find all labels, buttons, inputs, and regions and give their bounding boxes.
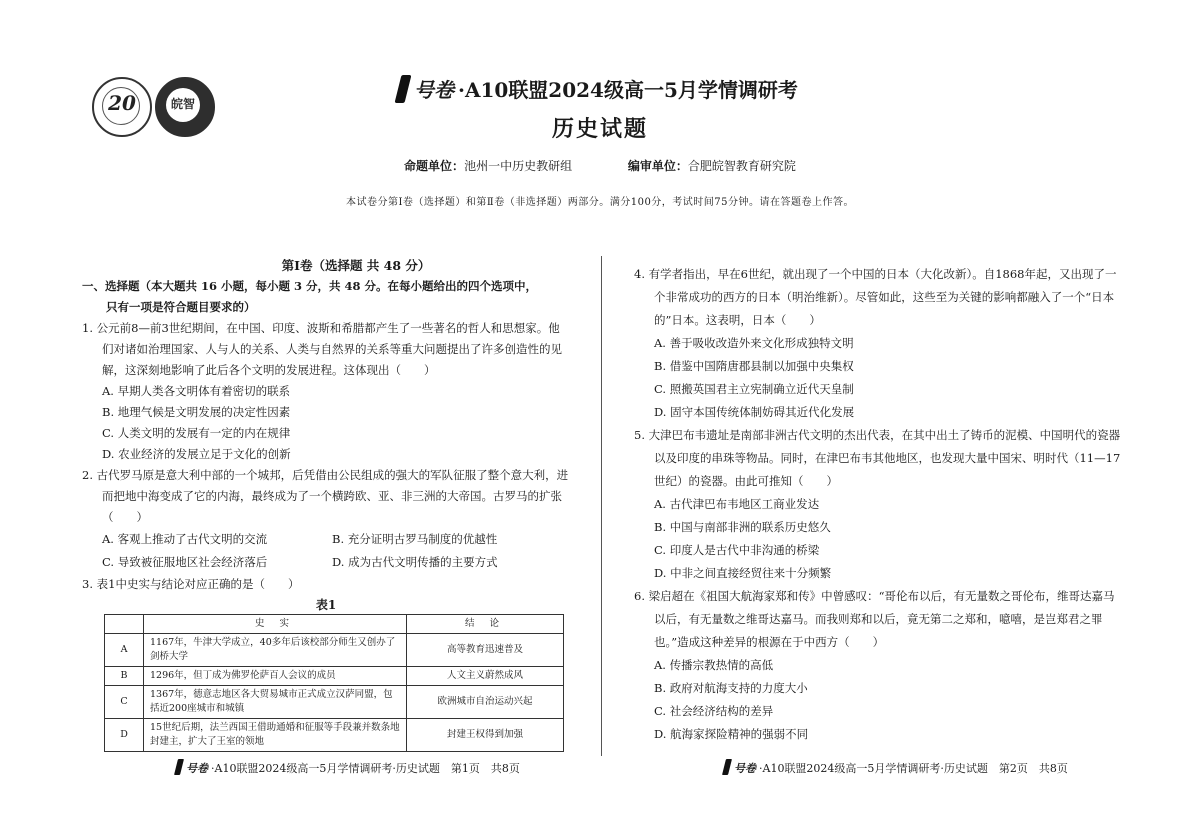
footer-brush-text: 号卷 [734,762,756,775]
table-row [105,667,564,686]
option-c: C. 导致被征服地区社会经济落后 [102,555,268,569]
option-a: A. 早期人类各文明体有着密切的联系 [102,384,291,398]
page-footer-right [724,759,1068,776]
section-instructions [82,276,570,318]
brush-stroke-icon [722,759,732,775]
option-a: A. 传播宗教热情的高低 [654,658,774,672]
brush-stroke-icon [174,759,184,775]
facts-conclusions-table [104,614,564,752]
unit1-value: 池州一中历史教研组 [464,159,573,173]
unit2-value: 合肥皖智教育研究院 [687,159,796,173]
row-key: B [105,667,144,686]
question-stem: 3. 表1中史实与结论对应正确的是（ ） [82,577,300,591]
option-b: B. 借鉴中国隋唐郡县制以加强中央集权 [654,359,854,373]
row-fact: 15世纪后期，法兰西国王借助通婚和征服等手段兼并数条地封建主，扩大了王室的领地 [144,719,407,752]
row-key: C [105,686,144,719]
table-header-row [105,615,564,634]
option-b: B. 中国与南部非洲的联系历史悠久 [654,520,831,534]
table-row [105,686,564,719]
question-1 [82,318,570,465]
footer-brush-text: 号卷 [186,762,208,775]
option-d: D. 中非之间直接经贸往来十分频繁 [654,566,832,580]
option-b: B. 政府对航海支持的力度大小 [654,681,808,695]
unit-line [0,157,1200,174]
question-stem: 4. 有学者指出，早在6世纪，就出现了一个中国的日本（大化改新）。自1868年起，又出现了一个非常成功的西方的日本（明治维新）。尽管如此，这些至为关键的影响都融入了一个“日本的”日本。这表明，日本（ ） [634,267,1117,327]
row-fact: 1296年，但丁成为佛罗伦萨百人会议的成员 [144,667,407,686]
row-conclusion: 高等教育迅速普及 [407,634,564,667]
question-stem: 5. 大津巴布韦遗址是南部非洲古代文明的杰出代表，在其中出土了铸币的泥模、中国明代的瓷器以及印度的串珠等物品。同时，在津巴布韦其他地区，也发现大量中国宋、明时代（11—17世纪）的瓷器。由此可推知（ ） [634,428,1121,488]
row-key: A [105,634,144,667]
row-key: D [105,719,144,752]
option-b: B. 地理气候是文明发展的决定性因素 [102,405,291,419]
question-4 [634,263,1122,424]
section-title: 第Ⅰ卷（选择题 共 48 分） [281,258,431,273]
option-c: C. 照搬英国君主立宪制确立近代天皇制 [654,382,854,396]
section-instructions-line1: 一、选择题（本大题共 16 小题，每小题 3 分，共 48 分。在每小题给出的四个选项中， [82,279,538,293]
section-instructions-line2: 只有一项是符合题目要求的） [106,300,256,314]
option-d: D. 农业经济的发展立足于文化的创新 [102,447,291,461]
option-c: C. 印度人是古代中非沟通的桥梁 [654,543,820,557]
logo-mark: 皖智 [170,97,195,111]
brush-stroke-icon [395,75,412,103]
brand-brush-text: 号卷 [414,78,454,102]
option-d: D. 航海家探险精神的强弱不同 [654,727,809,741]
question-2 [82,465,570,574]
question-3 [82,574,570,752]
table-header-conclusion: 结 论 [407,615,564,634]
option-a: A. 古代津巴布韦地区工商业发达 [654,497,820,511]
exam-title [398,74,798,103]
row-fact: 1367年，德意志地区各大贸易城市正式成立汉萨同盟，包括近200座城市和城镇 [144,686,407,719]
right-column [634,263,1122,746]
option-d: D. 成为古代文明传播的主要方式 [332,555,498,569]
row-conclusion: 人文主义蔚然成风 [407,667,564,686]
option-a: A. 善于吸收改造外来文化形成独特文明 [654,336,854,350]
row-conclusion: 欧洲城市自治运动兴起 [407,686,564,719]
option-c: C. 人类文明的发展有一定的内在规律 [102,426,291,440]
left-column [82,256,570,752]
table-header-key [105,615,144,634]
option-c: C. 社会经济结构的差异 [654,704,774,718]
exam-instructions: 本试卷分第Ⅰ卷（选择题）和第Ⅱ卷（非选择题）两部分。满分100分，考试时间75分钟。请在答题卷上作答。 [345,197,855,208]
question-stem: 2. 古代罗马原是意大利中部的一个城邦，后凭借由公民组成的强大的军队征服了整个意大利，进而把地中海变成了它的内海，最终成为了一个横跨欧、亚、非三洲的大帝国。古罗马的扩张（ ） [82,468,569,524]
table-caption: 表1 [315,598,337,612]
row-fact: 1167年，牛津大学成立，40多年后该校部分师生又创办了剑桥大学 [144,634,407,667]
option-d: D. 固守本国传统体制妨碍其近代化发展 [654,405,855,419]
subject-title: 历史试题 [551,116,648,142]
unit1-label: 命题单位： [404,159,465,173]
option-b: B. 充分证明古罗马制度的优越性 [332,532,498,546]
footer-text: ·A10联盟2024级高一5月学情调研考·历史试题 第1页 共8页 [211,762,520,775]
option-a: A. 客观上推动了古代文明的交流 [102,532,268,546]
footer-text: ·A10联盟2024级高一5月学情调研考·历史试题 第2页 共8页 [759,762,1068,775]
page-footer-left [176,759,520,776]
table-row [105,634,564,667]
column-divider [601,256,602,756]
table-row [105,719,564,752]
seal-mark: 20 [108,91,136,115]
question-stem: 6. 梁启超在《祖国大航海家郑和传》中曾感叹：“哥伦布以后，有无量数之哥伦布，维哥达嘉马以后，有无量数之维哥达嘉马。而我则郑和以后，竟无第二之郑和，噫嘻，是岂郑君之罪也。”造成这种差异的根源在于中西方（ ） [634,589,1115,649]
brand-title-text: ·A10联盟2024级高一5月学情调研考 [458,78,798,102]
question-stem: 1. 公元前8—前3世纪期间，在中国、印度、波斯和希腊都产生了一些著名的哲人和思想家。他们对诸如治理国家、人与人的关系、人类与自然界的关系等重大问题提出了许多创造性的见解，这深刻地影响了此后各个文明的发展进程。这体现出（ ） [82,321,562,377]
row-conclusion: 封建王权得到加强 [407,719,564,752]
unit2-label: 编审单位： [627,159,688,173]
question-5 [634,424,1122,585]
table-header-fact: 史 实 [144,615,407,634]
question-6 [634,585,1122,746]
